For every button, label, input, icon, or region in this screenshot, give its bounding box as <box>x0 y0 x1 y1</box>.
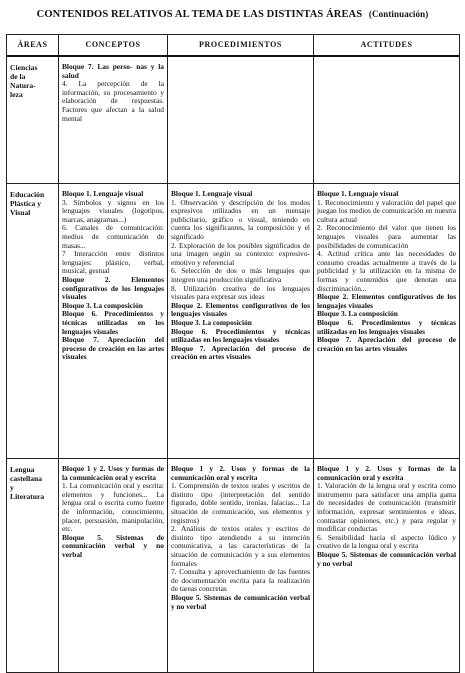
bloque-heading: Bloque 7. Apreciación del proceso de creación en las artes visuales <box>317 335 456 353</box>
content-item: 6. Selección de dos o más lenguajes que integren una producción significativa <box>171 266 310 284</box>
content-item: 6. Canales de comunicación: medios de comunicación de masas... <box>62 223 164 250</box>
content-item: 2. Reconocimiento del valor que tienen los lenguajes visuales para aumentar las posibilidades de comunicación <box>317 223 456 250</box>
bloque-heading: Bloque 5. Sistemas de comunicación verbal y no verbal <box>62 532 164 559</box>
bloque-heading: Bloque 7. Apreciación del proceso de creación en las artes visuales <box>62 335 164 362</box>
content-item: 4. La percepción de la información, su procesamiento y elaboración de respuestas. Factores que afectan a la salud mental <box>62 79 164 123</box>
bloque-heading: Bloque 6. Procedimientos y técnicas utilizadas en los lenguajes visuales <box>171 326 310 345</box>
page-title <box>0 9 465 20</box>
procedimientos-cell <box>168 184 314 459</box>
bloque-heading: Bloque 6. Procedimientos y técnicas utilizadas en los lenguajes visuales <box>317 317 456 336</box>
area-label: de la <box>10 72 26 81</box>
table-row <box>7 459 460 673</box>
bloque-heading: Bloque 3. La composición <box>171 317 252 327</box>
area-cell <box>7 184 59 459</box>
bloque-heading: Bloque 6. Procedimientos y técnicas utilizadas en los lenguajes visuales <box>62 309 164 336</box>
area-label: Natura- <box>10 81 36 90</box>
area-cell <box>7 459 59 673</box>
area-label: Ciencias <box>10 63 38 72</box>
bloque-heading: Bloque 2. Elementos configurativos de los lenguajes visuales <box>171 300 310 319</box>
bloque-heading: Bloque 7. Las perso- nas y la salud <box>62 62 164 80</box>
bloque-heading: Bloque 5. Sistemas de comunicación verbal y no verbal <box>171 592 310 611</box>
content-item: 7. Consulta y aprovechamiento de las fuentes de documentación escrita para la realización de tareas concretas <box>171 567 310 594</box>
area-label: castellana <box>10 474 43 483</box>
table-row <box>7 56 460 184</box>
bloque-heading: Bloque 7. Apreciación del proceso de creación en artes visuales <box>171 343 310 362</box>
bloque-heading: Bloque 1. Lenguaje visual <box>171 189 253 198</box>
procedimientos-cell <box>168 56 314 184</box>
page-title-main: CONTENIDOS RELATIVOS AL TEMA DE LAS DISTINTAS ÁREAS <box>36 9 363 20</box>
content-item: 3. Símbolos y signos en los lenguajes visuales (logotipos, marcas, anagramas...) <box>62 197 164 224</box>
bloque-heading: Bloque 1 y 2. Usos y formas de la comunicación oral y escrita <box>317 464 456 482</box>
content-item: 1. Valoración de la lengua oral y escrita como instrumento para satisfacer una amplia gama de necesidades de comunicación (transmitir información, expresar sentimientos e ideas, contrastar opiniones, etc.) y para regular y modificar conductas <box>317 481 456 534</box>
content-item: 1. Comprensión de textos orales y escritos de distinto tipo (interpretación del sentido figurado, doble sentido, ironías, falacias... La situación de comunicación, sus elementos y registros) <box>171 481 310 525</box>
content-item: 2. Análisis de textos orales y escritos de distinto tipo atendiendo a su intención comunicativa, a las características de la situación de comunicación y a sus elementos formales <box>171 524 310 568</box>
area-cell <box>7 56 59 184</box>
conceptos-cell <box>59 56 168 184</box>
bloque-heading: Bloque 3. La composición <box>317 309 398 319</box>
bloque-heading: Bloque 5. Sistemas de comunicación verbal y no verbal <box>317 549 456 568</box>
content-item: 6. Sensibilidad hacia el aspecto lúdico y creativo de la lengua oral y escrita <box>317 532 456 551</box>
actitudes-cell <box>314 184 460 459</box>
bloque-heading: Bloque 2. Elementos configurativos de los lenguajes visuales <box>317 292 456 310</box>
procedimientos-cell <box>168 459 314 673</box>
area-label: Literatura <box>10 492 45 501</box>
conceptos-cell <box>59 459 168 673</box>
page-title-sub: (Continuación) <box>368 9 429 19</box>
conceptos-cell <box>59 184 168 459</box>
area-label: Plástica y <box>10 199 42 208</box>
contents-table <box>6 34 460 673</box>
actitudes-cell <box>314 459 460 673</box>
area-label: Lengua <box>10 465 35 474</box>
bloque-heading: Bloque 3. La composición <box>62 300 143 310</box>
actitudes-cell <box>314 56 460 184</box>
area-label: leza <box>10 90 23 99</box>
header-conceptos: CONCEPTOS <box>59 35 168 57</box>
bloque-heading: Bloque 1 y 2. Usos y formas de la comunicación oral y escrita <box>171 464 310 482</box>
content-item: 4. Actitud crítica ante las necesidades de consumo creadas actualmente a través de la publicidad y la utilización en la misma de formas y contenidos que denotan una discriminación... <box>317 249 456 293</box>
header-row <box>7 35 460 57</box>
content-item: 1. La comunicación oral y escrita: elementos y funciones... La lengua oral o escrita como fuente de información, conocimiento, placer, persuasión, manipulación, etc. <box>62 481 164 534</box>
header-procedimientos: PROCEDIMIENTOS <box>168 35 314 57</box>
header-areas: ÁREAS <box>7 35 59 57</box>
content-item: 1. Observación y descripción de los modos expresivos utilizados en un mensaje publicitario, gráfico o visual, teniendo en cuenta los significantes, la composición y el significado <box>171 197 310 241</box>
content-item: 8. Utilización creativa de los lenguajes visuales para expresar sus ideas <box>171 283 310 302</box>
area-label: Visual <box>10 208 31 217</box>
content-item: 7 Interacción entre distintos lenguajes: plástico, verbal, musical, gestual <box>62 249 164 276</box>
bloque-heading: Bloque 1. Lenguaje visual <box>317 189 399 198</box>
area-label: y <box>10 483 14 492</box>
table-row <box>7 184 460 459</box>
table-body <box>7 56 460 673</box>
content-item: 2. Exploración de los posibles significados de una imagen según su contexto: expresivo-emotivo y referencial <box>171 240 310 267</box>
area-label: Educación <box>10 190 45 199</box>
bloque-heading: Bloque 2. Elementos configurativos de los lenguajes visuales <box>62 274 164 302</box>
bloque-heading: Bloque 1 y 2. Usos y formas de la comunicación oral y escrita <box>62 464 164 482</box>
bloque-heading: Bloque 1. Lenguaje visual <box>62 189 144 198</box>
header-actitudes: ACTITUDES <box>314 35 460 57</box>
content-item: 1. Reconocimiento y valoración del papel que juegan los medios de comunicación en nuestra cultura actual <box>317 197 456 224</box>
